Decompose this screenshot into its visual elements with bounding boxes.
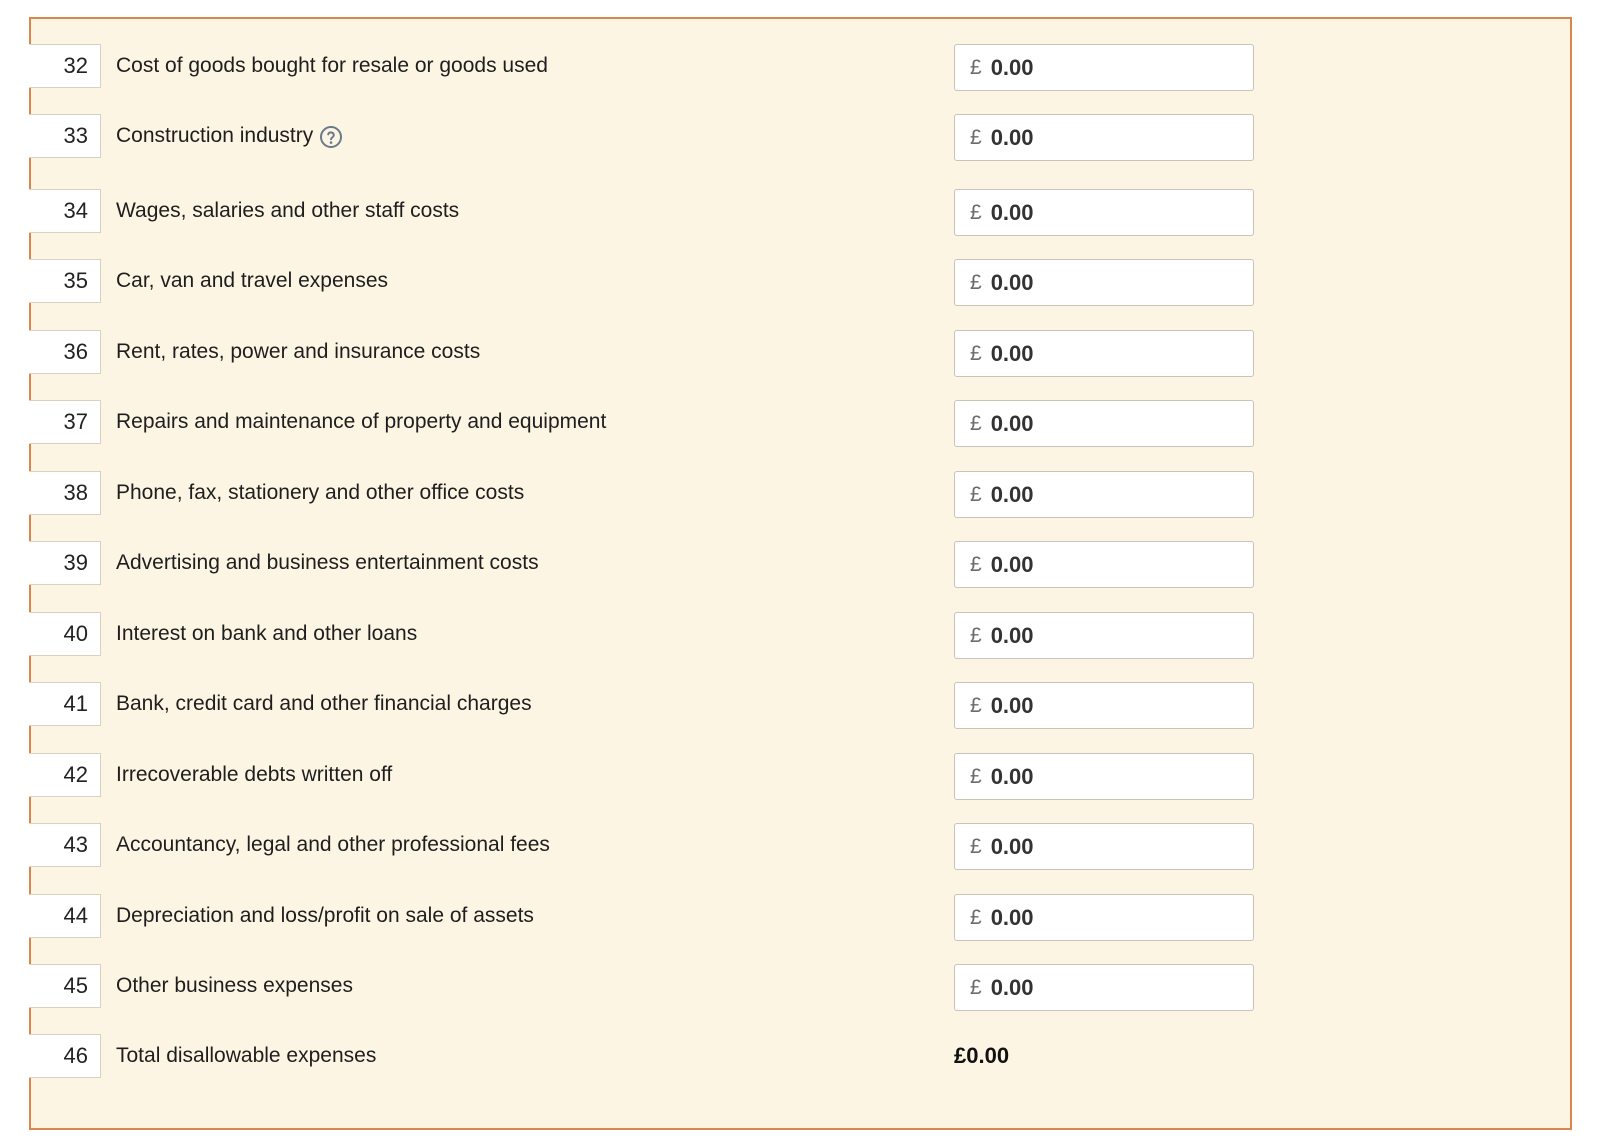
amount-field-44[interactable] [954, 894, 1254, 941]
total-value: £0.00 [954, 1043, 1010, 1068]
row-label-container [116, 114, 343, 158]
currency-symbol: £ [970, 125, 982, 149]
amount-field-35[interactable] [954, 259, 1254, 306]
total-label: Total disallowable expenses [116, 1044, 377, 1067]
row-label: Rent, rates, power and insurance costs [116, 340, 481, 363]
amount-field-33[interactable] [954, 114, 1254, 161]
box-number: 39 [29, 541, 101, 585]
row-label: Other business expenses [116, 974, 353, 997]
box-number: 46 [29, 1034, 101, 1078]
amount-input-41[interactable] [991, 693, 1221, 719]
row-label: Phone, fax, stationery and other office costs [116, 481, 525, 504]
row-label: Repairs and maintenance of property and equipment [116, 410, 607, 433]
amount-input-36[interactable] [991, 341, 1221, 367]
box-number: 45 [29, 964, 101, 1008]
amount-field-39[interactable] [954, 541, 1254, 588]
amount-input-40[interactable] [991, 623, 1221, 649]
currency-symbol: £ [970, 341, 982, 365]
amount-field-42[interactable] [954, 753, 1254, 800]
currency-symbol: £ [970, 975, 982, 999]
question-circle-icon[interactable] [319, 121, 343, 145]
row-label: Cost of goods bought for resale or goods used [116, 54, 548, 77]
box-number: 44 [29, 894, 101, 938]
currency-symbol: £ [970, 623, 982, 647]
amount-input-37[interactable] [991, 411, 1221, 437]
currency-symbol: £ [970, 200, 982, 224]
amount-field-32[interactable] [954, 44, 1254, 91]
disallowable-expenses-panel [29, 17, 1572, 1130]
currency-symbol: £ [970, 552, 982, 576]
amount-input-44[interactable] [991, 905, 1221, 931]
amount-input-45[interactable] [991, 975, 1221, 1001]
row-label: Irrecoverable debts written off [116, 763, 393, 786]
row-label: Car, van and travel expenses [116, 269, 388, 292]
amount-field-40[interactable] [954, 612, 1254, 659]
row-label: Depreciation and loss/profit on sale of assets [116, 904, 534, 927]
box-number: 32 [29, 44, 101, 88]
box-number: 41 [29, 682, 101, 726]
amount-input-35[interactable] [991, 270, 1221, 296]
amount-input-38[interactable] [991, 482, 1221, 508]
amount-field-36[interactable] [954, 330, 1254, 377]
amount-input-39[interactable] [991, 552, 1221, 578]
box-number: 34 [29, 189, 101, 233]
box-number: 37 [29, 400, 101, 444]
row-label: Advertising and business entertainment costs [116, 551, 539, 574]
row-label: Accountancy, legal and other professional fees [116, 833, 550, 856]
amount-field-45[interactable] [954, 964, 1254, 1011]
box-number: 40 [29, 612, 101, 656]
box-number: 38 [29, 471, 101, 515]
amount-field-41[interactable] [954, 682, 1254, 729]
row-label: Bank, credit card and other financial charges [116, 692, 532, 715]
amount-field-34[interactable] [954, 189, 1254, 236]
box-number: 42 [29, 753, 101, 797]
amount-input-33[interactable] [991, 125, 1221, 151]
amount-input-34[interactable] [991, 200, 1221, 226]
box-number: 35 [29, 259, 101, 303]
currency-symbol: £ [970, 905, 982, 929]
currency-symbol: £ [970, 411, 982, 435]
amount-field-37[interactable] [954, 400, 1254, 447]
currency-symbol: £ [970, 834, 982, 858]
currency-symbol: £ [970, 764, 982, 788]
box-number: 43 [29, 823, 101, 867]
row-label: Interest on bank and other loans [116, 622, 418, 645]
currency-symbol: £ [970, 55, 982, 79]
row-label: Wages, salaries and other staff costs [116, 199, 460, 222]
row-label: Construction industry [116, 124, 314, 147]
amount-input-43[interactable] [991, 834, 1221, 860]
currency-symbol: £ [970, 270, 982, 294]
amount-input-42[interactable] [991, 764, 1221, 790]
amount-field-38[interactable] [954, 471, 1254, 518]
amount-field-43[interactable] [954, 823, 1254, 870]
amount-input-32[interactable] [991, 55, 1221, 81]
box-number: 33 [29, 114, 101, 158]
box-number: 36 [29, 330, 101, 374]
currency-symbol: £ [970, 482, 982, 506]
currency-symbol: £ [970, 693, 982, 717]
